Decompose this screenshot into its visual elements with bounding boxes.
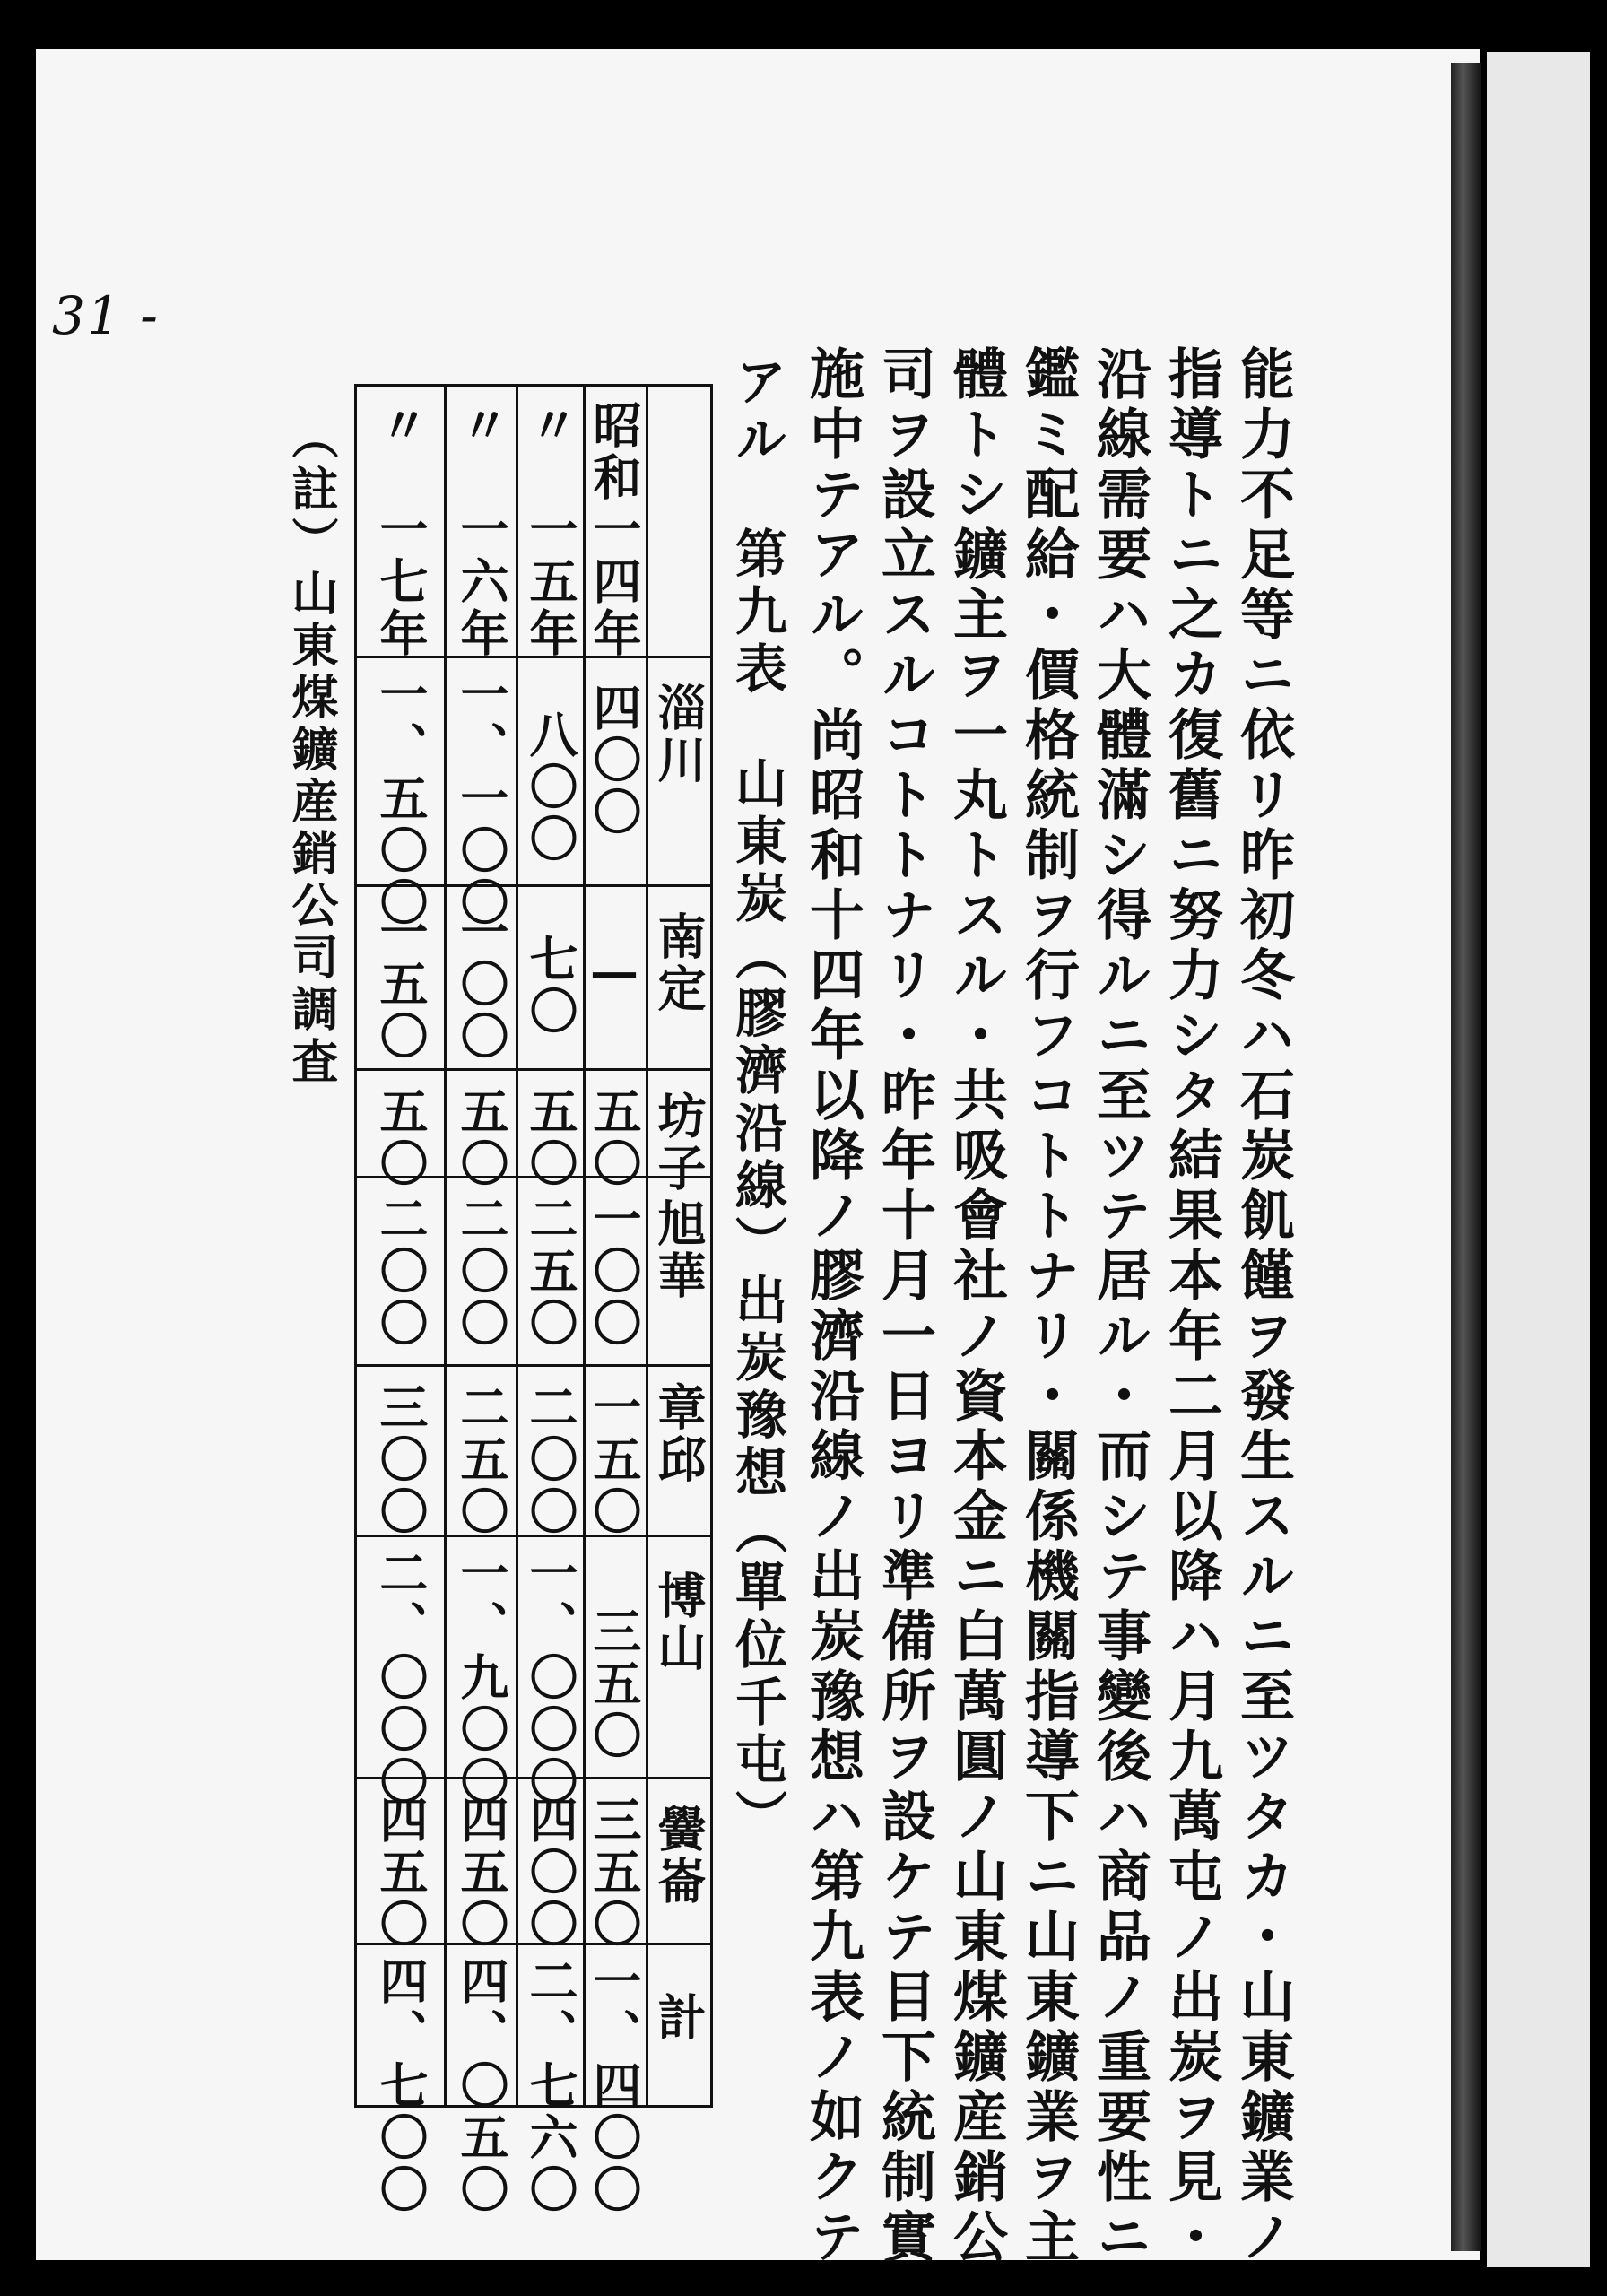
body-column-1: 能力不足等ニ依リ昨初冬ハ石炭飢饉ヲ發生スルニ至ツタカ・山東鑛業ノ xyxy=(1231,345,1295,2268)
table-cell: 三〇〇 xyxy=(372,1382,430,1538)
table-cell: 八〇〇 xyxy=(522,709,579,865)
row-label: 〃 一七年 xyxy=(372,400,430,660)
body-column-6: 司ヲ設立スルコトトナリ・昨年十月一日ヨリ準備所ヲ設ケテ目下統制實 xyxy=(873,345,936,2268)
table-cell: 四、〇五〇 xyxy=(453,1956,510,2216)
table-cell: 一五〇 xyxy=(586,1382,643,1538)
table-cell: 二〇〇 xyxy=(372,1194,430,1350)
table-cell: 一五〇 xyxy=(372,907,430,1063)
row-label: 〃 一五年 xyxy=(522,400,579,660)
table-cell: — xyxy=(586,943,643,1004)
body-column-3: 沿線需要ハ大體滿シ得ルニ至ツテ居ル・而シテ事變後ハ商品ノ重要性ニ xyxy=(1088,345,1151,2268)
table-cell: 二、七六〇 xyxy=(522,1956,579,2216)
table-cell: 三五〇 xyxy=(586,1795,643,1951)
table-cell: 一、四〇〇 xyxy=(586,1956,643,2216)
header-cell: 博山 xyxy=(650,1570,708,1674)
body-column-5: 體トシ鑛主ヲ一丸トスル・共吸會社ノ資本金ニ白萬圓ノ山東煤鑛産銷公 xyxy=(944,345,1008,2268)
table-cell: 四、七〇〇 xyxy=(372,1956,430,2216)
output-forecast-table xyxy=(354,384,713,2216)
table-cell: 五〇 xyxy=(453,1086,510,1190)
row-label: 〃 一六年 xyxy=(453,400,510,660)
body-column-4: 鑑ミ配給・價格統制ヲ行フコトトナリ・關係機關指導下ニ山東鑛業ヲ主 xyxy=(1016,345,1080,2268)
table-cell: 四〇〇 xyxy=(586,683,643,839)
table-cell: 七〇 xyxy=(522,934,579,1038)
header-cell: 章邱 xyxy=(650,1382,708,1486)
table-cell: 五〇 xyxy=(522,1086,579,1190)
table-cell: 二、〇〇〇 xyxy=(372,1548,430,1808)
table-cell: 一、九〇〇 xyxy=(453,1548,510,1808)
table-cell: 四五〇 xyxy=(453,1795,510,1951)
table-cell: 三五〇 xyxy=(586,1606,643,1762)
table-cell: 一、五〇〇 xyxy=(372,669,430,929)
table-cell: 二五〇 xyxy=(522,1194,579,1350)
row-label: 昭和一四年 xyxy=(586,400,643,660)
table-cell: 四〇〇 xyxy=(522,1795,579,1951)
table-cell: 五〇 xyxy=(372,1086,430,1190)
table-cell: 二〇〇 xyxy=(522,1382,579,1538)
table-title: アル 第九表 山東炭（膠濟沿線）出炭豫想（單位千屯） xyxy=(726,354,787,1847)
header-cell: 旭華 xyxy=(650,1198,708,1302)
table-cell: 一〇〇 xyxy=(586,1194,643,1350)
table-cell: 二五〇 xyxy=(453,1382,510,1538)
header-cell: 坊子 xyxy=(650,1091,708,1195)
table-cell: 一、一〇〇 xyxy=(453,669,510,929)
table-cell: 二〇〇 xyxy=(453,1194,510,1350)
table-note: （註）山東煤鑛産銷公司調査 xyxy=(283,413,338,1089)
page-number: 31 - xyxy=(52,285,160,346)
header-cell: 南定 xyxy=(650,911,708,1015)
table-cell: 四五〇 xyxy=(372,1795,430,1951)
header-cell: 黌崙 xyxy=(650,1804,708,1908)
header-cell: 計 xyxy=(650,1992,708,2044)
body-column-2: 指導トニ之カ復舊ニ努力シタ結果本年二月以降ハ月九萬屯ノ出炭ヲ見・ xyxy=(1160,345,1223,2268)
table-cell: 一、〇〇〇 xyxy=(522,1548,579,1808)
body-column-7: 施中テアル。尚昭和十四年以降ノ膠濟沿線ノ出炭豫想ハ第九表ノ如クテ xyxy=(801,345,864,2268)
book-spine xyxy=(1451,63,1481,2251)
table-cell: 五〇 xyxy=(586,1086,643,1190)
adjacent-page-edge xyxy=(1487,52,1590,2267)
table-cell: 一〇〇 xyxy=(453,907,510,1063)
header-cell: 淄川 xyxy=(650,683,708,787)
